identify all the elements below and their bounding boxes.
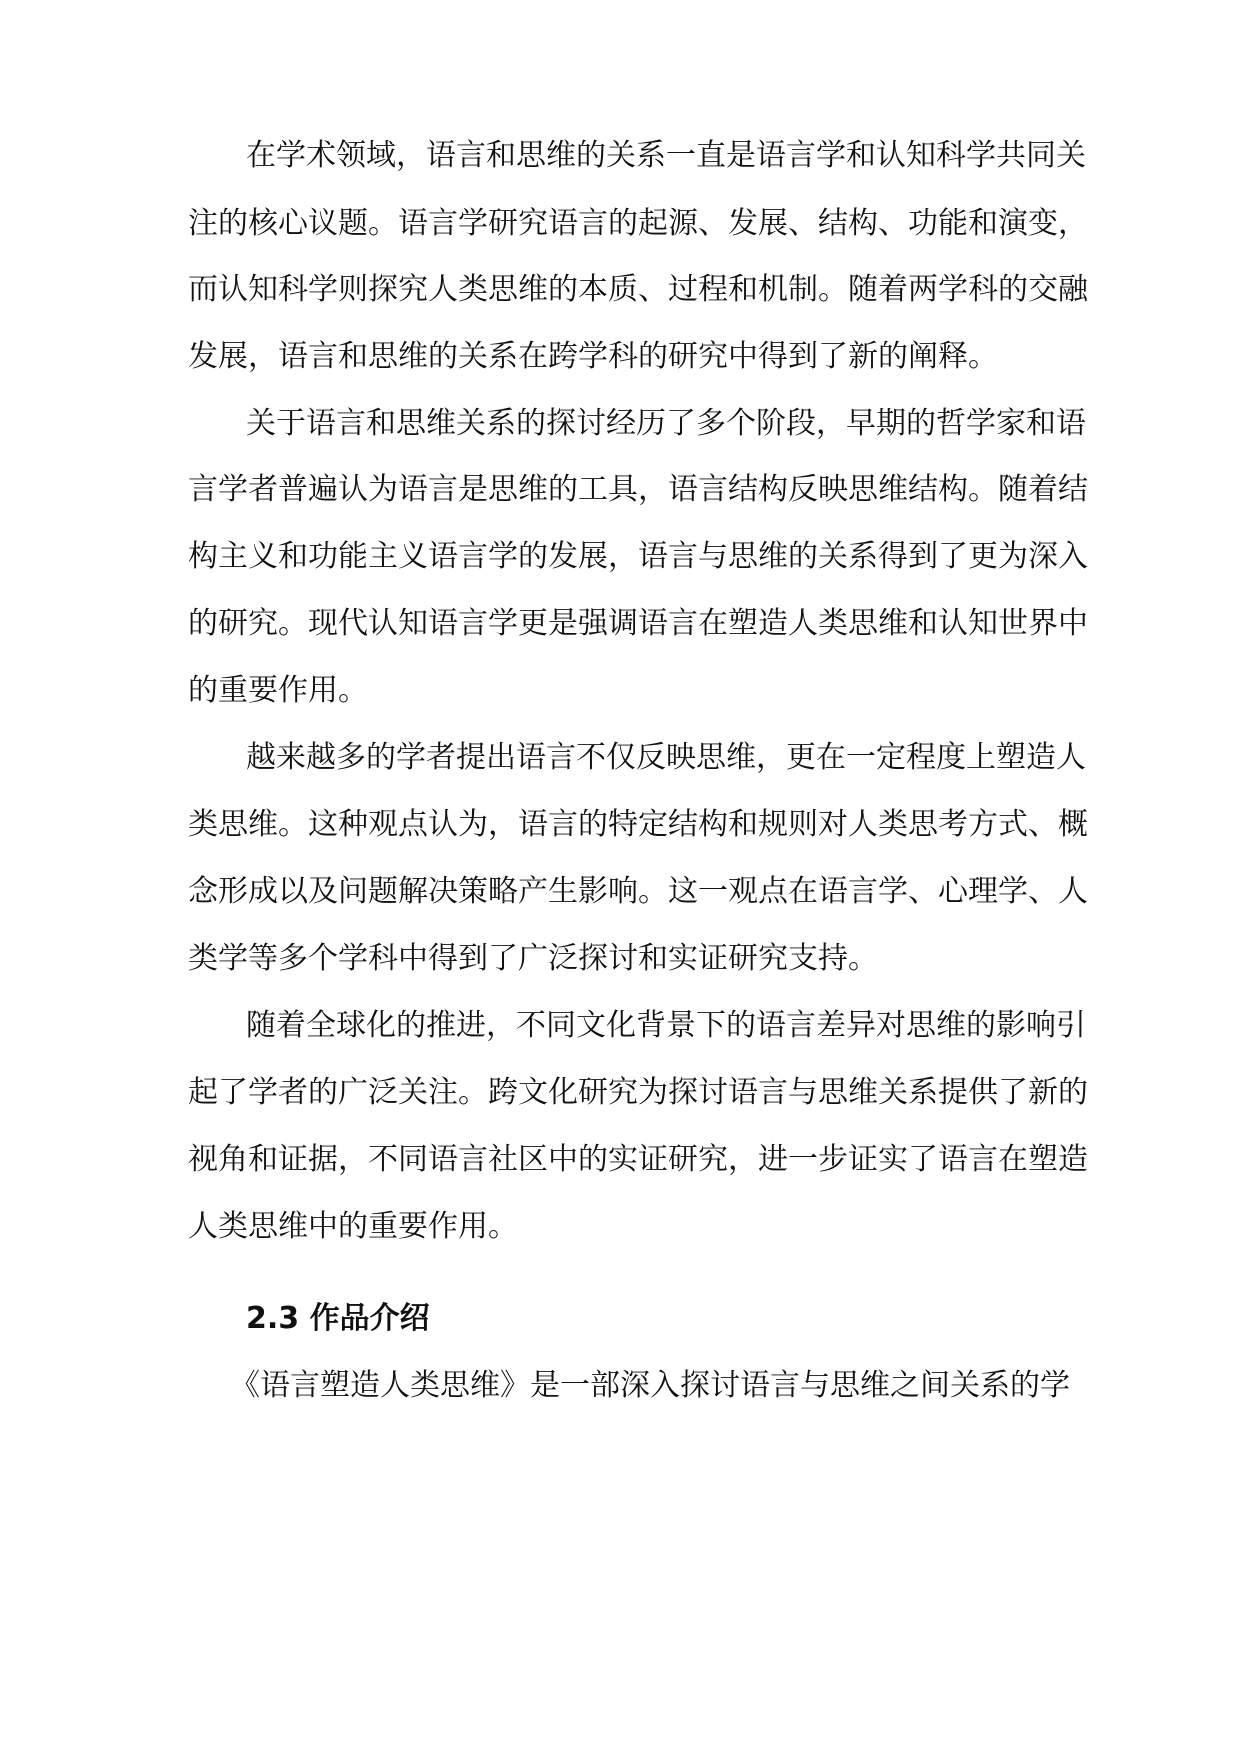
section-heading: 2.3 作品介绍 (246, 1301, 430, 1336)
paragraph-3-line-4: 类学等多个学科中得到了广泛探讨和实证研究支持。 (188, 941, 878, 976)
paragraph-2-line-5: 的重要作用。 (188, 673, 368, 708)
paragraph-2-line-1: 关于语言和思维关系的探讨经历了多个阶段，早期的哲学家和语 (246, 406, 1086, 441)
paragraph-4-line-3: 视角和证据，不同语言社区中的实证研究，进一步证实了语言在塑造 (188, 1142, 1088, 1177)
paragraph-3-line-1: 越来越多的学者提出语言不仅反映思维，更在一定程度上塑造人 (246, 740, 1086, 775)
paragraph-4-line-1: 随着全球化的推进，不同文化背景下的语言差异对思维的影响引 (246, 1008, 1086, 1043)
paragraph-1-line-2: 注的核心议题。语言学研究语言的起源、发展、结构、功能和演变， (188, 206, 1088, 241)
paragraph-2-line-3: 构主义和功能主义语言学的发展，语言与思维的关系得到了更为深入 (188, 539, 1088, 574)
paragraph-4-line-4: 人类思维中的重要作用。 (188, 1209, 518, 1244)
final-paragraph-line-1: 《语言塑造人类思维》是一部深入探讨语言与思维之间关系的学 (230, 1368, 1070, 1403)
paragraph-3-line-2: 类思维。这种观点认为，语言的特定结构和规则对人类思考方式、概 (188, 807, 1088, 842)
paragraph-2-line-2: 言学者普遍认为语言是思维的工具，语言结构反映思维结构。随着结 (188, 472, 1088, 507)
paragraph-1-line-1: 在学术领域，语言和思维的关系一直是语言学和认知科学共同关 (246, 138, 1086, 173)
paragraph-4-line-2: 起了学者的广泛关注。跨文化研究为探讨语言与思维关系提供了新的 (188, 1075, 1088, 1110)
paragraph-2-line-4: 的研究。现代认知语言学更是强调语言在塑造人类思维和认知世界中 (188, 606, 1088, 641)
paragraph-1-line-3: 而认知科学则探究人类思维的本质、过程和机制。随着两学科的交融 (188, 272, 1088, 307)
paragraph-1-line-4: 发展，语言和思维的关系在跨学科的研究中得到了新的阐释。 (188, 339, 998, 374)
paragraph-3-line-3: 念形成以及问题解决策略产生影响。这一观点在语言学、心理学、人 (188, 874, 1088, 909)
